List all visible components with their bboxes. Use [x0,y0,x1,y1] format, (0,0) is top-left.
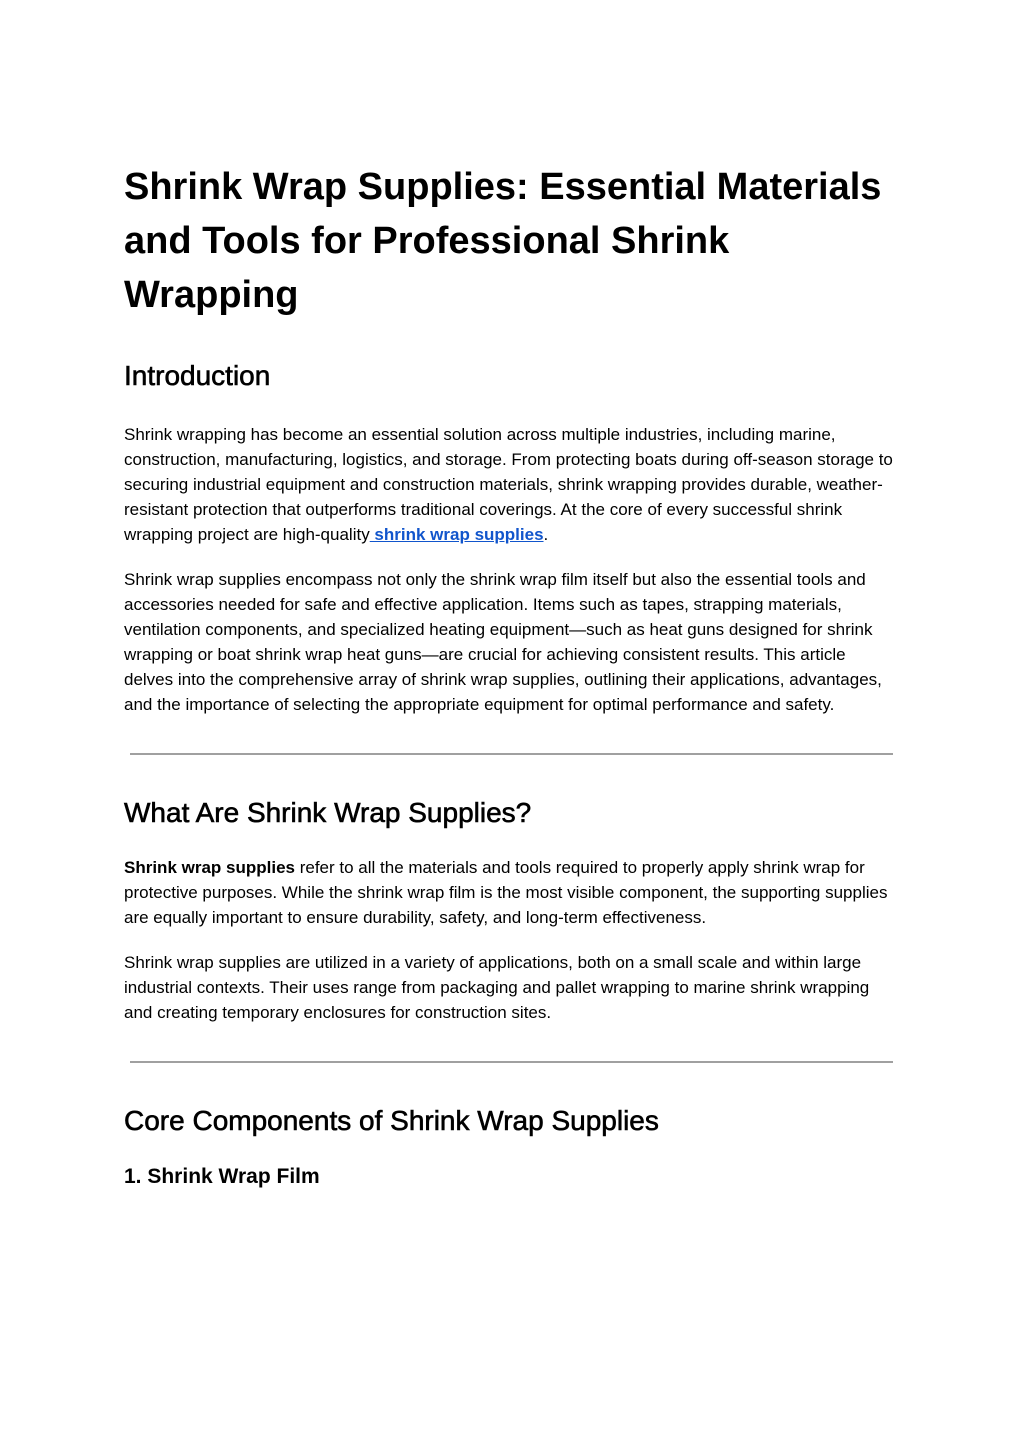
shrink-wrap-film-subheading: 1. Shrink Wrap Film [124,1165,320,1188]
what-are-paragraph-2: Shrink wrap supplies are utilized in a variety of applications, both on a small scale and within large industrial contexts. Their uses range from packaging and pallet wrapping to marine shrink wrapping and creating temporary enclosures for construction sites. [124,953,870,1022]
what-are-heading: What Are Shrink Wrap Supplies? [124,797,532,828]
introduction-paragraph-2: Shrink wrap supplies encompass not only the shrink wrap film itself but also the essential tools and accessories needed for safe and effective application. Items such as tapes, strapping materials, ventilation components, and specialized heating equipment—such as heat guns designed for shrink wrapping or boat shrink wrap heat guns—are crucial for achieving consistent results. This article delves into the comprehensive array of shrink wrap supplies, outlining their applications, advantages, and the importance of selecting the appropriate equipment for optimal performance and safety. [124,570,882,714]
section-divider [130,1061,893,1063]
section-divider [130,753,893,755]
introduction-heading: Introduction [124,360,271,391]
introduction-paragraph-1-text: Shrink wrapping has become an essential solution across multiple industries, including marine, construction, manufacturing, logistics, and storage. From protecting boats during off-season storage to securing industrial equipment and construction materials, shrink wrapping provides durable, weather-resistant protection that outperforms traditional coverings. At the core of every successful shrink wrapping project are high-quality [124,425,893,544]
document-page [124,160,899,1191]
shrink-wrap-supplies-link[interactable]: shrink wrap supplies [369,525,544,544]
what-are-paragraph-1 [124,855,899,930]
introduction-paragraph-1-end: . [543,525,549,544]
what-are-paragraph-1-text: refer to all the materials and tools required to properly apply shrink wrap for protective purposes. While the shrink wrap film is the most visible component, the supporting supplies are equally important to ensure durability, safety, and long-term effectiveness. [124,858,888,927]
introduction-paragraph-1 [124,422,899,547]
document-title: Shrink Wrap Supplies: Essential Materials and Tools for Professional Shrink Wrapping [124,166,882,316]
what-are-bold-term: Shrink wrap supplies [124,858,295,877]
core-components-heading: Core Components of Shrink Wrap Supplies [124,1105,659,1136]
